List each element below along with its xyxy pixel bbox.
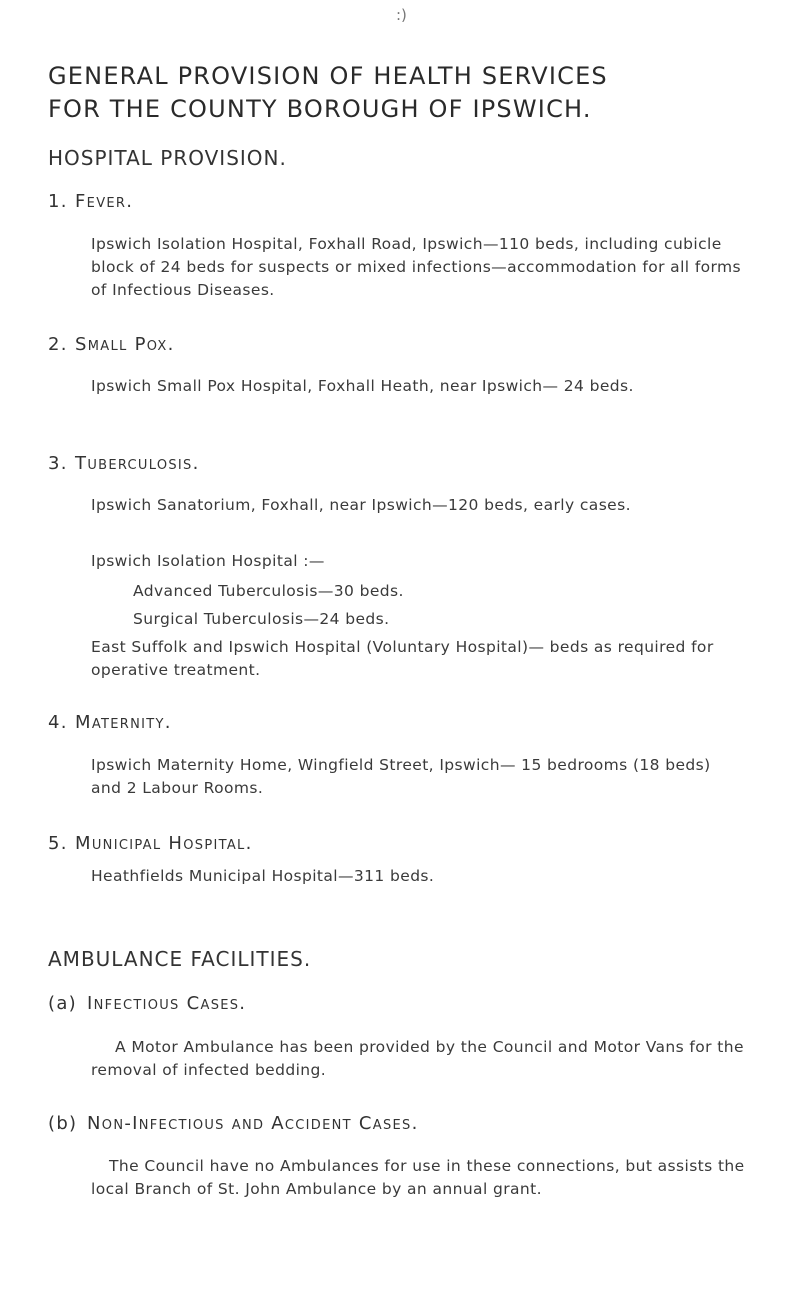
small-pox-label: Small Pox.	[75, 334, 175, 355]
tuberculosis-sanatorium-text: Ipswich Sanatorium, Foxhall, near Ipswich—120 beds, early cases.	[91, 496, 631, 514]
non-infectious-cases-label: Non-Infectious and Accident Cases.	[87, 1113, 419, 1134]
infectious-cases-label: Infectious Cases.	[87, 993, 247, 1014]
municipal-hospital-number: 5.	[48, 833, 68, 854]
infectious-cases-number: (a)	[48, 993, 77, 1014]
fever-label: Fever.	[75, 191, 134, 212]
tuberculosis-east-suffolk-text: East Suffolk and Ipswich Hospital (Voluntary Hospital)— beds as required for operative treatment.	[91, 638, 714, 679]
non-infectious-cases-number: (b)	[48, 1113, 78, 1134]
title-line-1: GENERAL PROVISION OF HEALTH SERVICES	[48, 62, 608, 90]
tuberculosis-label: Tuberculosis.	[75, 453, 200, 474]
tuberculosis-heading	[48, 453, 200, 474]
hospital-provision-heading: HOSPITAL PROVISION.	[48, 146, 287, 170]
tuberculosis-isolation-text: Ipswich Isolation Hospital :—	[91, 552, 325, 570]
municipal-hospital-label: Municipal Hospital.	[75, 833, 253, 854]
fever-text: Ipswich Isolation Hospital, Foxhall Road, Ipswich—110 beds, including cubicle block of 24 beds for suspects or mixed infections—accommodation for all forms of Infectious Diseases.	[91, 235, 742, 299]
maternity-text: Ipswich Maternity Home, Wingfield Street, Ipswich— 15 bedrooms (18 beds) and 2 Labour Rooms.	[91, 756, 711, 797]
tuberculosis-number: 3.	[48, 453, 68, 474]
infectious-cases-heading	[48, 993, 246, 1014]
non-infectious-cases-text: The Council have no Ambulances for use in these connections, but assists the local Branch of St. John Ambulance by an annual grant.	[91, 1157, 745, 1198]
maternity-label: Maternity.	[75, 712, 172, 733]
municipal-hospital-text: Heathfields Municipal Hospital—311 beds.	[91, 867, 435, 885]
fever-heading	[48, 191, 133, 212]
ambulance-facilities-heading: AMBULANCE FACILITIES.	[48, 947, 312, 971]
fever-number: 1.	[48, 191, 68, 212]
small-pox-text: Ipswich Small Pox Hospital, Foxhall Heath, near Ipswich— 24 beds.	[91, 377, 634, 395]
maternity-number: 4.	[48, 712, 68, 733]
maternity-heading	[48, 712, 172, 733]
page-number: :)	[396, 6, 407, 24]
page-title	[48, 60, 788, 126]
tuberculosis-advanced-item: Advanced Tuberculosis—30 beds.	[133, 582, 404, 600]
tuberculosis-surgical-item: Surgical Tuberculosis—24 beds.	[133, 610, 390, 628]
small-pox-heading	[48, 334, 175, 355]
non-infectious-cases-heading	[48, 1113, 419, 1134]
small-pox-number: 2.	[48, 334, 68, 355]
infectious-cases-text: A Motor Ambulance has been provided by the Council and Motor Vans for the removal of infected bedding.	[91, 1038, 744, 1079]
title-line-2: FOR THE COUNTY BOROUGH OF IPSWICH.	[48, 95, 592, 123]
municipal-hospital-heading	[48, 833, 253, 854]
